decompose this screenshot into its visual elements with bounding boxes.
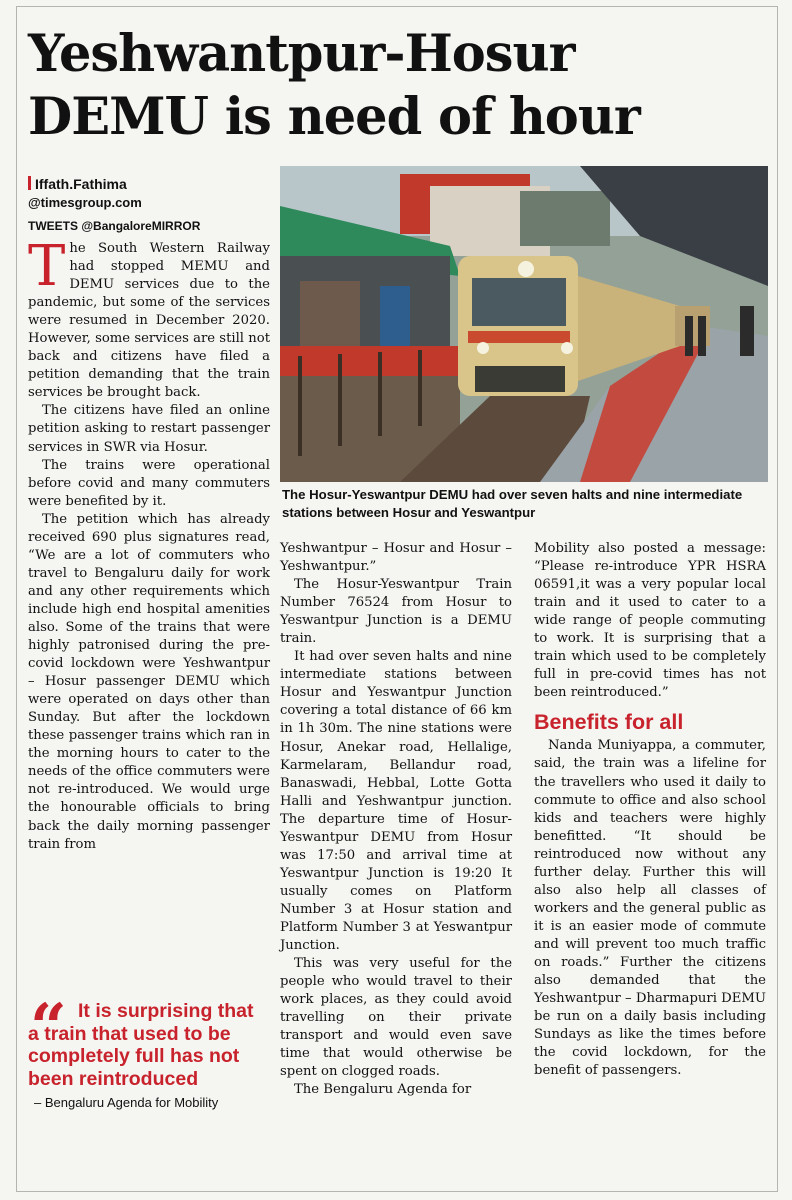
train-photo (280, 166, 768, 482)
byline (28, 176, 142, 210)
article-column-1 (28, 234, 270, 854)
paragraph: The trains were operational before covid and many commuters were benefited by it. (28, 457, 270, 509)
paragraph: It had over seven halts and nine intermediate stations between Hosur and Yeswantpur Junction covering a total distance of 66 km in 1h 30m. The nine stations were Hosur, Anekar road, Hellalige, Karmelaram, Bellandur road, Banaswadi, Hebbal, Lotte Gotta Halli and Yeshwantpur junction. The departure time of Hosur-Yeswantpur DEMU from Hosur was 17:50 and arrival time at Yeswantpur Junction is 19:20 It usually comes on Platform Number 3 at Hosur station and Platform Number 3 at Yeswantpur Junction. (280, 649, 512, 954)
quote-mark-icon: “ (30, 990, 67, 1065)
paragraph: This was very useful for the people who would travel to their work places, as they could avoid travelling on their private transport and would even save time that would otherwise be spent on clogged roads. (280, 956, 512, 1080)
pull-quote-text: It is surprising that a train that used to be completely full has not been reintroduced (28, 1000, 254, 1090)
article-column-2 (280, 540, 512, 1099)
paragraph: Yeshwantpur – Hosur and Hosur – Yeshwantpur.” (280, 541, 512, 575)
pull-quote (28, 990, 268, 1110)
pull-quote-attribution: – Bengaluru Agenda for Mobility (34, 1095, 219, 1110)
drop-cap: T (28, 234, 66, 299)
paragraph: The Bengaluru Agenda for (294, 1082, 472, 1098)
paragraph: The citizens have filed an online petition asking to restart passenger services in SWR via Hosur. (28, 403, 270, 455)
train-photo-illustration (280, 166, 768, 482)
paragraph: The petition which has already received 690 plus signatures read, “We are a lot of commuters who travel to Bengaluru daily for work and any other requirements which include high end hospital amenities also. Some of the trains that were highly patronised during the pre-covid lockdown were Yeshwantpur – Hosur passenger DEMU which were operated on days other than Sunday. But after the lockdown these passenger trains which ran in the morning hours to cater to the needs of the office commuters were not re-introduced. We would urge the honourable officials to bring back the daily morning passenger train from (28, 511, 270, 852)
paragraph: Nanda Muniyappa, a commuter, said, the train was a lifeline for the travellers who used it daily to commute to office and also school kids and teachers were highly benefitted. “It should be reintroduced now without any further delay. Further this will also also help all classes of workers and the general public as it is an easier mode of commute and will prevent too much traffic on roads.” Further the citizens also demanded that the Yeshwantpur – Dharmapuri DEMU be run on a daily basis including Sundays as like the times before the covid lockdown, for the benefit of passengers. (534, 738, 766, 1079)
byline-accent-bar (28, 176, 31, 190)
headline-line-1: Yeshwantpur-Hosur (28, 24, 575, 84)
photo-caption: The Hosur-Yeswantpur DEMU had over seven halts and nine intermediate stations between Hosur and Yeswantpur (282, 487, 743, 520)
article-column-3 (534, 540, 766, 1080)
paragraph: Mobility also posted a message: “Please re-introduce YPR HSRA 06591,it was a very popular local train and it used to cater to a wide range of people commuting to work. It is surprising that a train which used to be completely full in pre-covid times has not been reintroduced.” (534, 541, 766, 701)
paragraph: The Hosur-Yeswantpur Train Number 76524 from Hosur to Yeswantpur Junction is a DEMU train. (280, 577, 512, 647)
tweets-handle: TWEETS @BangaloreMIRROR (28, 219, 201, 233)
paragraph: he South Western Railway had stopped MEMU and DEMU services due to the pandemic, but some of the services were resumed in December 2020. However, some services are still not back and citizens have filed a petition demanding that the train services be brought back. (28, 241, 270, 401)
byline-name: Iffath.Fathima (35, 176, 127, 192)
headline-line-2: DEMU is need of hour (28, 87, 640, 147)
subhead-benefits: Benefits for all (534, 710, 684, 735)
byline-email: @timesgroup.com (28, 195, 142, 210)
